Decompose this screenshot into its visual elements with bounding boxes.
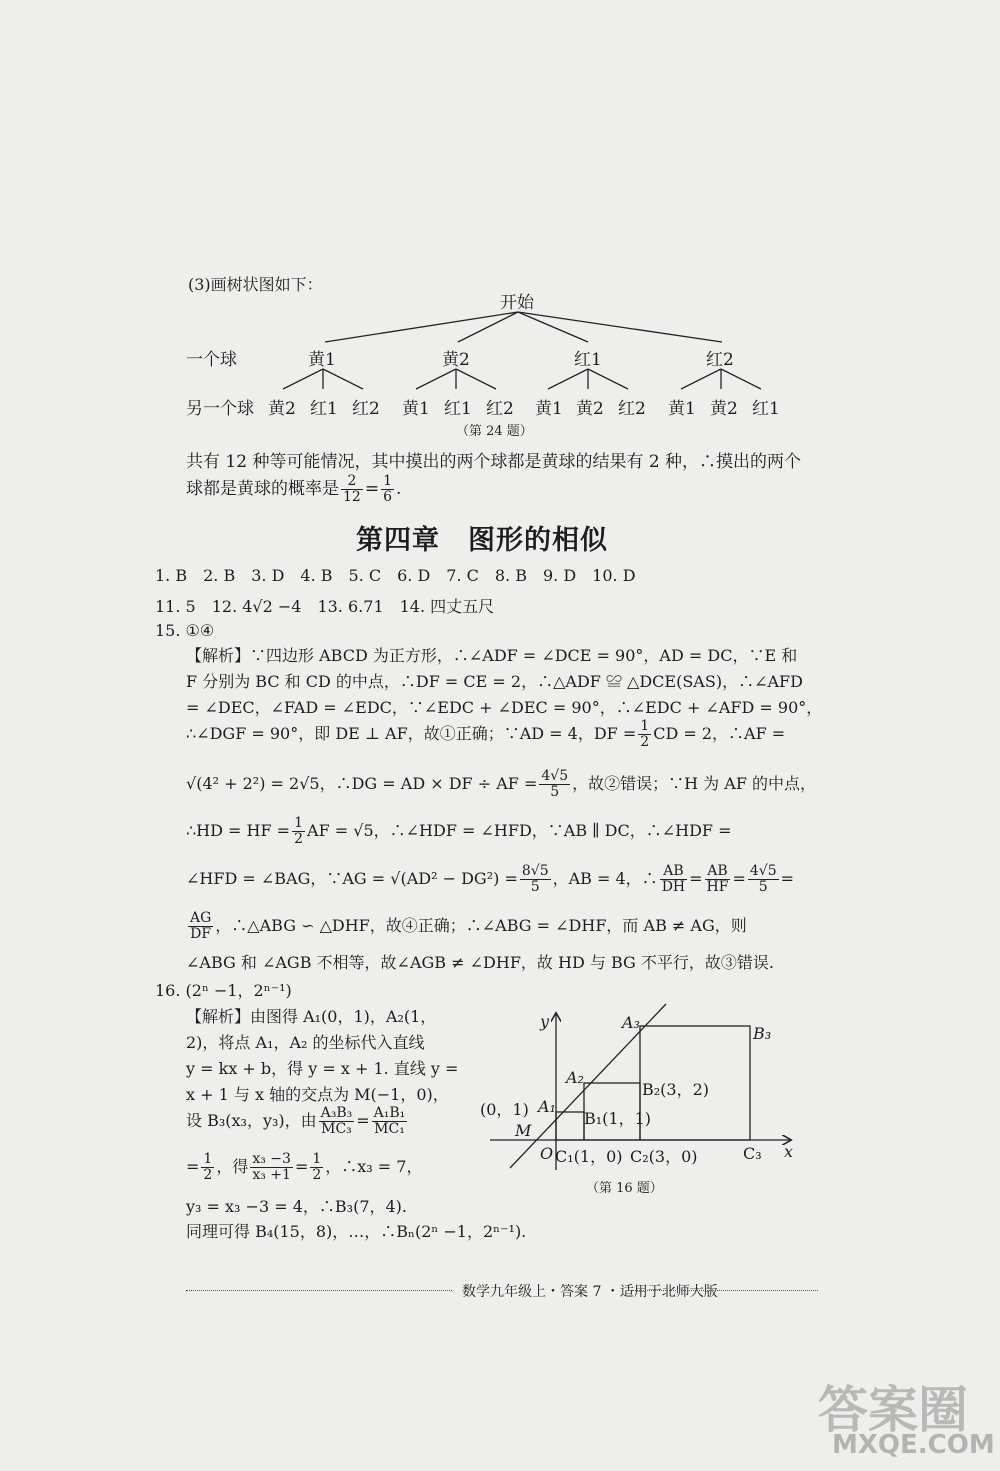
q16-line: y₃ = x₃ −3 = 4，∴B₃(7，4). <box>186 1197 408 1216</box>
q16-line: 2)，将点 A₁，A₂ 的坐标代入直线 <box>186 1033 425 1052</box>
tree-node-l2: 红1 <box>444 399 472 419</box>
tree-node-l2: 黄2 <box>576 399 604 419</box>
q24-conclusion-2: 球都是黄球的概率是 $\frac{2}{12}$ = $\frac{1}{6}$ . <box>186 473 402 505</box>
fig-y-label: y <box>540 1012 550 1031</box>
q15-line: ∴HD = HF = $\frac{1}{2}$ AF = √5，∴∠HDF = ∠HFD，∵AB ∥ DC，∴∠HDF = <box>186 815 732 847</box>
q16-head: 16. (2ⁿ −1，2ⁿ⁻¹) <box>155 981 292 1000</box>
q16-line: 【解析】由图得 A₁(0，1)，A₂(1， <box>186 1007 437 1026</box>
tree-row2-label: 另一个球 <box>186 399 254 419</box>
q16-line: 同理可得 B₄(15，8)，…，∴Bₙ(2ⁿ −1，2ⁿ⁻¹). <box>186 1222 527 1241</box>
fig-A3: A₃ <box>622 1013 640 1032</box>
fig-C3: C₃ <box>743 1144 762 1163</box>
q16-line: x + 1 与 x 轴的交点为 M(−1，0)， <box>186 1085 449 1104</box>
fig-A2: A₂ <box>566 1068 584 1087</box>
fig-caption: （第 16 题） <box>586 1181 663 1196</box>
tree-node-l1: 黄2 <box>442 350 470 370</box>
tree-node-l2: 红1 <box>310 399 338 419</box>
q16-line: 设 B₃(x₃，y₃)，由 $\frac{\text{A₃B₃}}{\text{MC₃}}$ = $\frac{\text{A₁B₁}}{\text{MC₁}}$ <box>186 1105 406 1137</box>
answers-line-1: 1. B 2. B 3. D 4. B 5. C 6. D 7. C 8. B 9. D 10. D <box>155 566 636 585</box>
fig-A1-coord: (0，1) <box>480 1100 529 1119</box>
footer-rule-right <box>632 1290 818 1291</box>
footer-rule-left <box>186 1290 452 1291</box>
tree-node-l2: 黄1 <box>402 399 430 419</box>
tree-row1-label: 一个球 <box>186 350 237 370</box>
fig-x-label: x <box>784 1142 794 1161</box>
q15-line: F 分别为 BC 和 CD 的中点，∴DF = CE = 2，∴△ADF ≌ △DCE(SAS)，∴∠AFD <box>186 672 803 691</box>
q15-line: ∠HFD = ∠BAG，∵AG = √(AD² − DG²) = $\frac{8√5}{5}$ ，AB = 4，∴ $\frac{AB}{DH}$ = $\frac{AB}{HF}$ = $\frac{4√5}{5}$ = <box>186 863 795 895</box>
fig-B1: B₁(1，1) <box>584 1109 652 1128</box>
fig-C2: C₂(3，0) <box>630 1147 698 1166</box>
tree-node-l1: 红1 <box>574 350 602 370</box>
fig-A1: A₁ <box>538 1097 556 1116</box>
footer-text: 数学九年级上・答案 7 ・适用于北师大版 <box>462 1284 718 1300</box>
q15-line: ∠ABG 和 ∠AGB 不相等，故∠AGB ≠ ∠DHF，故 HD 与 BG 不平行，故③错误. <box>186 953 774 972</box>
q15-line: ∴∠DGF = 90°，即 DE ⊥ AF，故①正确；∵AD = 4，DF = $\frac{1}{2}$ CD = 2，∴AF = <box>186 718 786 750</box>
answers-line-2: 11. 5 12. 4√2 −4 13. 6.71 14. 四丈五尺 <box>155 597 495 616</box>
tree-node-l2: 黄2 <box>710 399 738 419</box>
fig-B3: B₃ <box>753 1024 772 1043</box>
tree-node-l2: 红1 <box>752 399 780 419</box>
tree-node-l2: 红2 <box>618 399 646 419</box>
q24-caption: （第 24 题） <box>456 424 533 439</box>
tree-node-l2: 黄2 <box>268 399 296 419</box>
fig-B2: B₂(3，2) <box>642 1080 710 1099</box>
watermark-logo: 答案圈 <box>818 1381 968 1439</box>
fig-C1: C₁(1，0) <box>555 1147 623 1166</box>
tree-node-l1: 红2 <box>706 350 734 370</box>
q15-head: 15. ①④ <box>155 621 215 640</box>
watermark-url: MXQE.COM <box>832 1430 995 1460</box>
q15-line: √(4² + 2²) = 2√5，∴DG = AD × DF ÷ AF = $\frac{4√5}{5}$ ，故②错误；∵H 为 AF 的中点， <box>186 768 817 800</box>
tree-node-l1: 黄1 <box>308 350 336 370</box>
tree-node-l2: 黄1 <box>535 399 563 419</box>
tree-node-l2: 红2 <box>352 399 380 419</box>
q16-line: = $\frac{1}{2}$ ，得 $\frac{\text{x₃ −3}}{\text{x₃ +1}}$ = $\frac{1}{2}$ ，∴x₃ = 7， <box>186 1151 423 1183</box>
q15-line: 【解析】∵四边形 ABCD 为正方形，∴∠ADF = ∠DCE = 90°，AD = DC，∵E 和 <box>186 646 798 665</box>
q24-intro: (3)画树状图如下： <box>188 275 323 294</box>
fig-M: M <box>515 1121 532 1140</box>
fig-O: O <box>540 1144 554 1163</box>
chapter-title: 第四章 图形的相似 <box>356 525 608 556</box>
tree-root: 开始 <box>500 293 534 313</box>
q24-conclusion-1: 共有 12 种等可能情况，其中摸出的两个球都是黄球的结果有 2 种，∴摸出的两个 <box>186 452 802 472</box>
q16-line: y = kx + b，得 y = x + 1. 直线 y = <box>186 1059 459 1078</box>
q15-line: $\frac{AG}{DF}$ ，∴△ABG ∽ △DHF，故④正确；∴∠ABG = ∠DHF，而 AB ≠ AG，则 <box>190 910 747 942</box>
q15-line: = ∠DEC，∠FAD = ∠EDC，∵∠EDC + ∠DEC = 90°，∴∠EDC + ∠AFD = 90°， <box>186 698 823 717</box>
tree-node-l2: 红2 <box>486 399 514 419</box>
square-1 <box>556 1112 584 1140</box>
tree-node-l2: 黄1 <box>668 399 696 419</box>
